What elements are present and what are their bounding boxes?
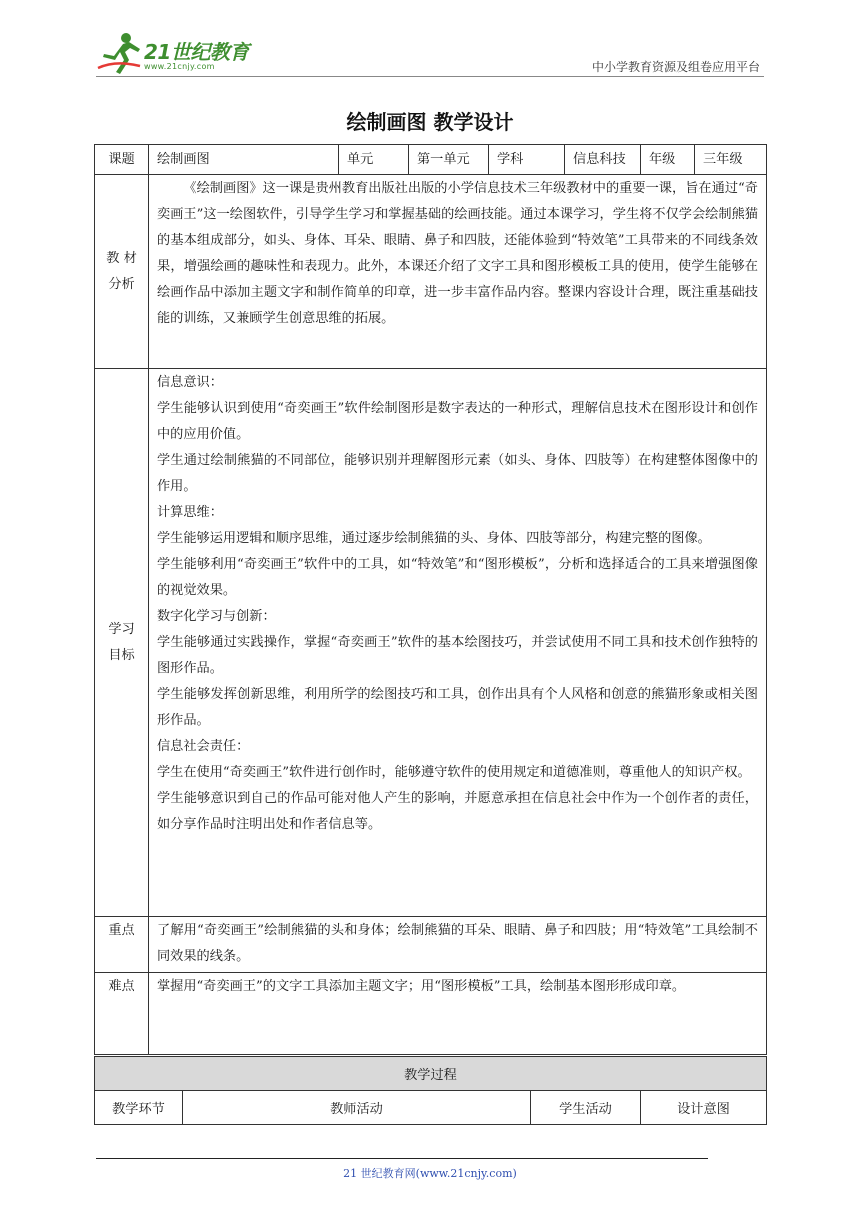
goals-line: 学生能够认识到使用“奇奕画王”软件绘制图形是数字表达的一种形式，理解信息技术在图形设计和创作中的应用价值。 [157, 401, 758, 442]
goals-label-line1: 学习 [108, 621, 135, 637]
key-points-label: 重点 [95, 917, 149, 973]
process-title: 教学过程 [95, 1057, 767, 1091]
key-points-row [95, 917, 767, 973]
goals-line: 学生能够发挥创新思维，利用所学的绘图技巧和工具，创作出具有个人风格和创意的熊猫形象或相关图形作品。 [157, 687, 758, 728]
difficulties-text: 掌握用“奇奕画王”的文字工具添加主题文字；用“图形模板”工具，绘制基本图形形成印章。 [149, 973, 767, 1055]
goals-line: 学生通过绘制熊猫的不同部位，能够识别并理解图形元素（如头、身体、四肢等）在构建整体图像中的作用。 [157, 453, 758, 494]
header-divider [96, 76, 764, 77]
difficulties-label: 难点 [95, 973, 149, 1055]
column-header: 教师活动 [183, 1091, 531, 1125]
material-label [95, 175, 149, 369]
footer-divider [96, 1158, 708, 1159]
column-header: 教学环节 [95, 1091, 183, 1125]
teaching-process-table [94, 1056, 767, 1125]
goals-label-line2: 目标 [108, 647, 135, 663]
lesson-plan-table [94, 144, 767, 1055]
goals-line: 学生能够利用“奇奕画王”软件中的工具，如“特效笔”和“图形模板”，分析和选择适合的工具来增强图像的视觉效果。 [157, 557, 758, 598]
platform-name: 中小学教育资源及组卷应用平台 [591, 60, 760, 74]
goals-line: 学生能够运用逻辑和顺序思维，通过逐步绘制熊猫的头、身体、四肢等部分，构建完整的图像。 [157, 531, 711, 546]
goals-label [95, 369, 149, 917]
info-row [95, 145, 767, 175]
runner-logo-icon [96, 30, 144, 76]
goals-row [95, 369, 767, 917]
goals-line: 学生能够意识到自己的作品可能对他人产生的影响，并愿意承担在信息社会中作为一个创作者的责任，如分享作品时注明出处和作者信息等。 [157, 791, 758, 832]
footer-text: 21 世纪教育网(www.21cnjy.com) [343, 1167, 517, 1180]
subject-label: 学科 [489, 145, 565, 175]
goals-line: 信息社会责任： [157, 739, 250, 754]
material-text: 《绘制画图》这一课是贵州教育出版社出版的小学信息技术三年级教材中的重要一课，旨在通过“奇奕画王”这一绘图软件，引导学生学习和掌握基础的绘画技能。通过本课学习，学生将不仅学会绘制熊猫的基本组成部分，如头、身体、耳朵、眼睛、鼻子和四肢，还能体验到“特效笔”工具带来的不同线条效果，增强绘画的趣味性和表现力。此外，本课还介绍了文字工具和图形模板工具的使用，使学生能够在绘画作品中添加主题文字和制作简单的印章，进一步丰富作品内容。整课内容设计合理，既注重基础技能的训练，又兼顾学生创意思维的拓展。 [149, 175, 767, 369]
process-title-row [95, 1057, 767, 1091]
goals-line: 学生能够通过实践操作，掌握“奇奕画王”软件的基本绘图技巧，并尝试使用不同工具和技术创作独特的图形作品。 [157, 635, 758, 676]
course-value: 绘制画图 [149, 145, 339, 175]
logo [96, 30, 266, 78]
grade-label: 年级 [641, 145, 695, 175]
course-label: 课题 [95, 145, 149, 175]
material-label-line2: 分析 [108, 276, 135, 292]
goals-line: 学生在使用“奇奕画王”软件进行创作时，能够遵守软件的使用规定和道德准则，尊重他人的知识产权。 [157, 765, 751, 780]
goals-line: 信息意识： [157, 375, 223, 390]
logo-text: 21世纪教育 [144, 40, 249, 64]
unit-value: 第一单元 [409, 145, 489, 175]
logo-url: www.21cnjy.com [144, 62, 215, 71]
unit-label: 单元 [339, 145, 409, 175]
goals-content [149, 369, 767, 917]
page-header [96, 30, 764, 80]
goals-line: 计算思维： [157, 505, 223, 520]
subject-value: 信息科技 [565, 145, 641, 175]
column-header: 设计意图 [641, 1091, 767, 1125]
difficulties-row [95, 973, 767, 1055]
key-points-text: 了解用“奇奕画王”绘制熊猫的头和身体；绘制熊猫的耳朵、眼睛、鼻子和四肢；用“特效笔”工具绘制不同效果的线条。 [149, 917, 767, 973]
material-row [95, 175, 767, 369]
process-header-row [95, 1091, 767, 1125]
material-label-line1: 教 材 [106, 250, 137, 266]
document-title: 绘制画图 教学设计 [346, 110, 514, 134]
grade-value: 三年级 [695, 145, 767, 175]
column-header: 学生活动 [531, 1091, 641, 1125]
goals-line: 数字化学习与创新： [157, 609, 276, 624]
